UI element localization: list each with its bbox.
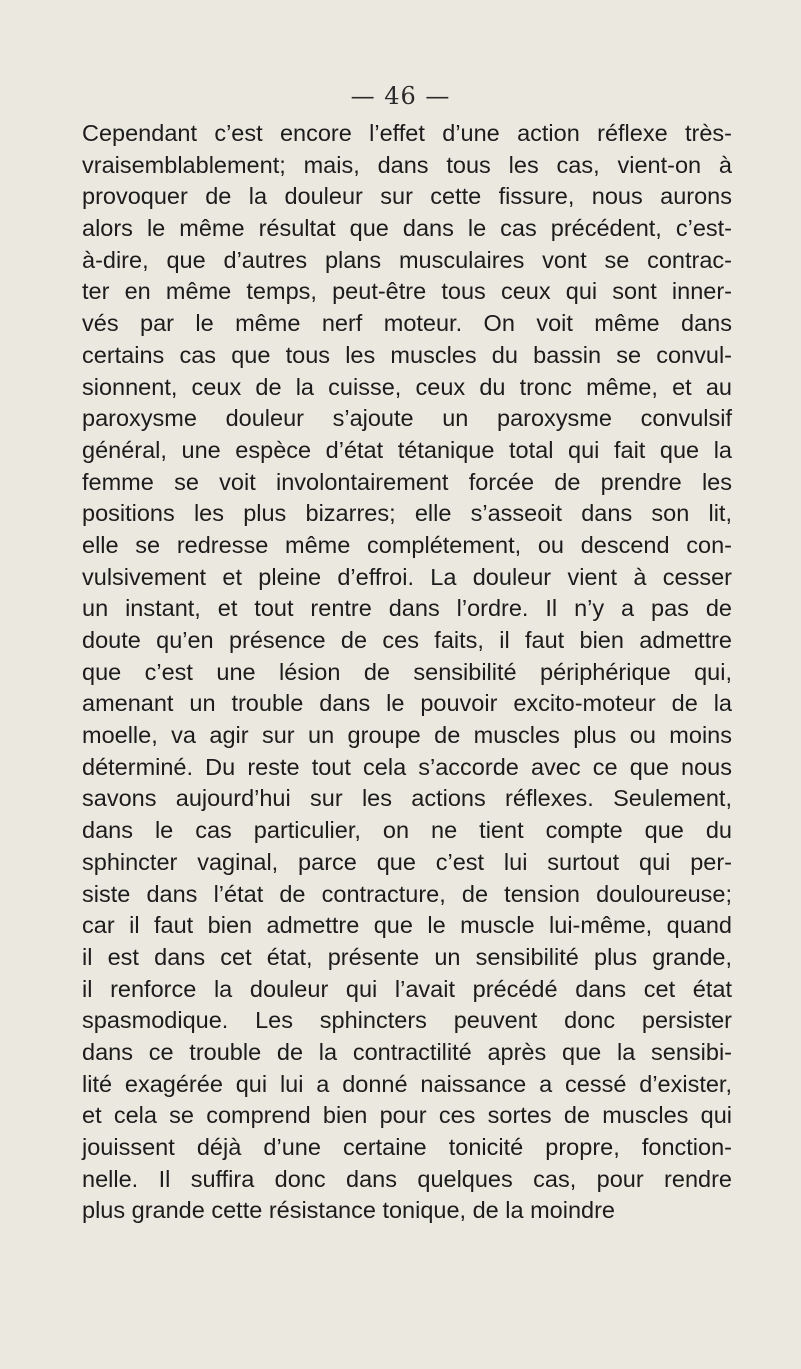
text-line: doute qu’en présence de ces faits, il faut bien admettre <box>82 627 732 653</box>
text-line: spasmodique. Les sphincters peuvent donc persister <box>82 1007 732 1034</box>
text-line: plus grande cette résistance tonique, de la moindre <box>82 1197 615 1224</box>
text-line: il renforce la douleur qui l’avait précédé dans cet état <box>82 975 732 1002</box>
text-line: vés par le même nerf moteur. On voit même dans <box>82 310 732 337</box>
text-line: paroxysme douleur s’ajoute un paroxysme convulsif <box>82 405 732 432</box>
text-line: nelle. Il suffira donc dans quelques cas, pour rendre <box>82 1165 732 1192</box>
text-line: lité exagérée qui lui a donné naissance a cessé d’exister, <box>82 1070 732 1097</box>
text-line: Cependant c’est encore l’effet d’une action réflexe très- <box>82 120 732 146</box>
text-line: car il faut bien admettre que le muscle lui-même, quand <box>82 912 732 939</box>
text-line: dans ce trouble de la contractilité après que la sensibi- <box>82 1038 732 1065</box>
text-line: à-dire, que d’autres plans musculaires vont se contrac- <box>82 246 732 273</box>
text-line: un instant, et tout rentre dans l’ordre. Il n’y a pas de <box>82 595 732 622</box>
text-line: positions les plus bizarres; elle s’asseoit dans son lit, <box>82 500 732 527</box>
text-line: moelle, va agir sur un groupe de muscles plus ou moins <box>82 722 732 749</box>
text-line: vulsivement et pleine d’effroi. La douleur vient à cesser <box>82 563 732 590</box>
text-line: alors le même résultat que dans le cas précédent, c’est- <box>82 215 732 242</box>
text-line: siste dans l’état de contracture, de tension douloureuse; <box>82 880 732 907</box>
text-line: jouissent déjà d’une certaine tonicité propre, fonction- <box>82 1134 732 1160</box>
body-text <box>82 118 732 1227</box>
text-line: savons aujourd’hui sur les actions réflexes. Seulement, <box>82 785 732 812</box>
text-line: dans le cas particulier, on ne tient compte que du <box>82 817 732 844</box>
page-number: — 46 — <box>350 82 451 110</box>
text-line: sphincter vaginal, parce que c’est lui surtout qui per- <box>82 848 732 875</box>
text-line: ter en même temps, peut-être tous ceux qui sont inner- <box>82 278 732 305</box>
text-line: amenant un trouble dans le pouvoir excito-moteur de la <box>82 690 732 717</box>
text-line: sionnent, ceux de la cuisse, ceux du tronc même, et au <box>82 373 732 400</box>
text-line: déterminé. Du reste tout cela s’accorde avec ce que nous <box>82 753 732 780</box>
text-line: que c’est une lésion de sensibilité périphérique qui, <box>82 658 732 685</box>
text-line: certains cas que tous les muscles du bassin se convul- <box>82 341 732 368</box>
text-line: vraisemblablement; mais, dans tous les cas, vient-on à <box>82 151 732 178</box>
text-line: provoquer de la douleur sur cette fissure, nous aurons <box>82 183 732 210</box>
text-line: femme se voit involontairement forcée de prendre les <box>82 468 732 495</box>
text-line: général, une espèce d’état tétanique total qui fait que la <box>82 436 732 463</box>
text-line: et cela se comprend bien pour ces sortes de muscles qui <box>82 1102 732 1129</box>
text-line: il est dans cet état, présente un sensibilité plus grande, <box>82 943 732 970</box>
text-line: elle se redresse même complétement, ou descend con- <box>82 531 732 558</box>
